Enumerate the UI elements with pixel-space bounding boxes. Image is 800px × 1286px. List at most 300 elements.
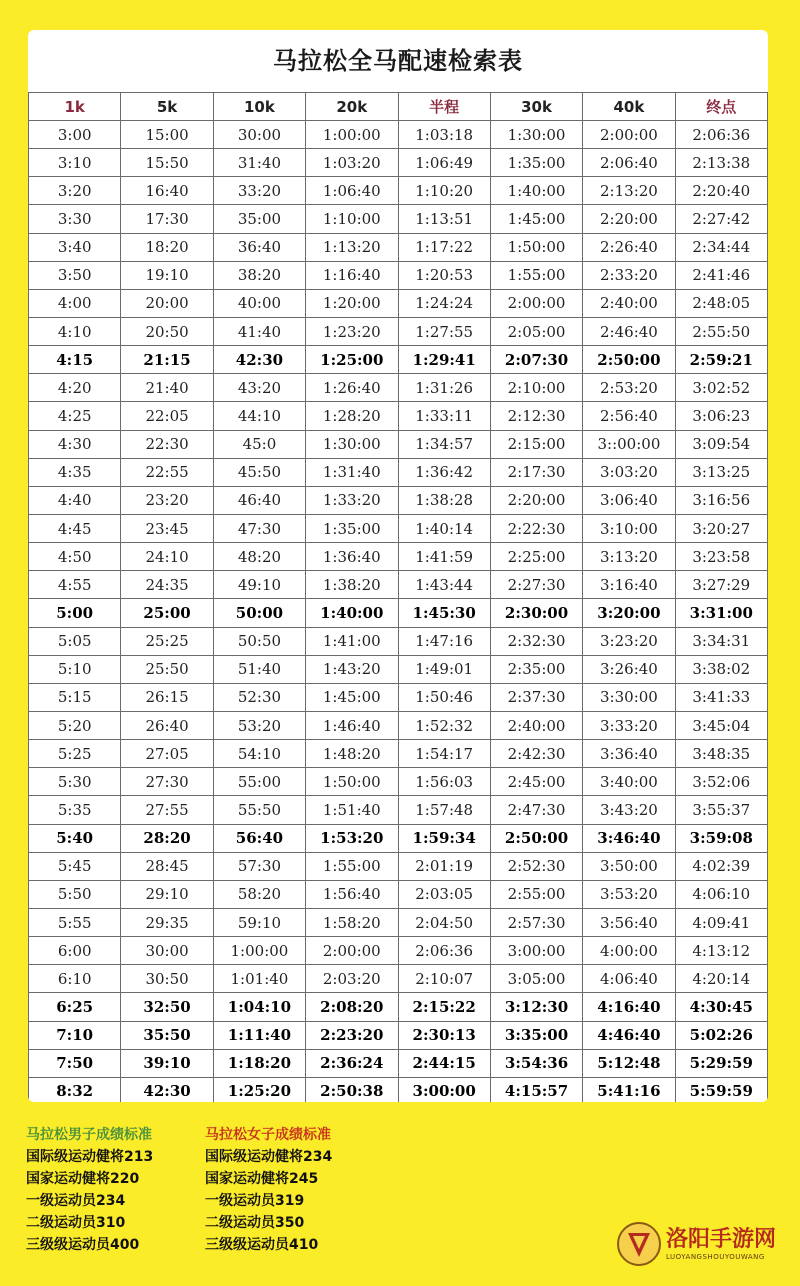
table-cell: 1:56:40 xyxy=(306,880,398,908)
table-cell: 5:35 xyxy=(29,796,121,824)
table-cell: 35:00 xyxy=(213,205,305,233)
table-cell: 3:16:40 xyxy=(583,571,675,599)
men-standards xyxy=(26,1124,153,1256)
column-header: 1k xyxy=(29,93,121,121)
table-cell: 4:00:00 xyxy=(583,937,675,965)
table-cell: 3:12:30 xyxy=(490,993,582,1021)
table-cell: 5:29:59 xyxy=(675,1049,767,1077)
table-cell: 3:38:02 xyxy=(675,655,767,683)
table-cell: 44:10 xyxy=(213,402,305,430)
table-cell: 5:02:26 xyxy=(675,1021,767,1049)
table-cell: 26:40 xyxy=(121,711,213,739)
table-cell: 3:13:25 xyxy=(675,458,767,486)
table-cell: 4:50 xyxy=(29,543,121,571)
table-cell: 4:55 xyxy=(29,571,121,599)
table-cell: 3:46:40 xyxy=(583,824,675,852)
table-cell: 2:12:30 xyxy=(490,402,582,430)
logo-text: 洛阳手游网 xyxy=(666,1227,777,1252)
table-cell: 1:40:00 xyxy=(306,599,398,627)
table-cell: 2:50:38 xyxy=(306,1077,398,1102)
table-cell: 5:50 xyxy=(29,880,121,908)
table-body xyxy=(29,121,768,1103)
table-cell: 2:55:00 xyxy=(490,880,582,908)
table-cell: 5:12:48 xyxy=(583,1049,675,1077)
table-row xyxy=(29,908,768,936)
table-row xyxy=(29,402,768,430)
table-cell: 1:46:40 xyxy=(306,711,398,739)
table-cell: 2:23:20 xyxy=(306,1021,398,1049)
table-cell: 1:54:17 xyxy=(398,740,490,768)
table-cell: 3:06:40 xyxy=(583,486,675,514)
table-cell: 1:50:00 xyxy=(306,768,398,796)
table-cell: 2:20:00 xyxy=(583,205,675,233)
table-cell: 3:54:36 xyxy=(490,1049,582,1077)
table-row xyxy=(29,993,768,1021)
table-cell: 1:31:26 xyxy=(398,374,490,402)
table-cell: 31:40 xyxy=(213,149,305,177)
table-cell: 1:26:40 xyxy=(306,374,398,402)
table-cell: 21:15 xyxy=(121,346,213,374)
table-cell: 52:30 xyxy=(213,683,305,711)
table-cell: 1:36:40 xyxy=(306,543,398,571)
table-cell: 1:23:20 xyxy=(306,317,398,345)
table-cell: 3:16:56 xyxy=(675,486,767,514)
table-cell: 2:27:30 xyxy=(490,571,582,599)
table-cell: 3:10 xyxy=(29,149,121,177)
table-cell: 5:41:16 xyxy=(583,1077,675,1102)
table-cell: 2:42:30 xyxy=(490,740,582,768)
table-row xyxy=(29,121,768,149)
table-cell: 22:30 xyxy=(121,430,213,458)
table-cell: 1:20:53 xyxy=(398,261,490,289)
table-cell: 2:57:30 xyxy=(490,908,582,936)
table-cell: 2:25:00 xyxy=(490,543,582,571)
table-row xyxy=(29,261,768,289)
table-row xyxy=(29,852,768,880)
table-cell: 2:04:50 xyxy=(398,908,490,936)
table-cell: 1:16:40 xyxy=(306,261,398,289)
table-cell: 1:10:00 xyxy=(306,205,398,233)
table-cell: 1:34:57 xyxy=(398,430,490,458)
table-row xyxy=(29,374,768,402)
table-cell: 30:00 xyxy=(121,937,213,965)
table-cell: 1:24:24 xyxy=(398,289,490,317)
table-cell: 1:33:11 xyxy=(398,402,490,430)
table-cell: 3:02:52 xyxy=(675,374,767,402)
table-cell: 1:59:34 xyxy=(398,824,490,852)
table-cell: 2:44:15 xyxy=(398,1049,490,1077)
table-cell: 2:53:20 xyxy=(583,374,675,402)
table-cell: 3:45:04 xyxy=(675,711,767,739)
table-cell: 1:55:00 xyxy=(306,852,398,880)
table-cell: 1:55:00 xyxy=(490,261,582,289)
table-cell: 1:58:20 xyxy=(306,908,398,936)
table-cell: 38:20 xyxy=(213,261,305,289)
table-row xyxy=(29,796,768,824)
table-cell: 3:33:20 xyxy=(583,711,675,739)
table-cell: 2:07:30 xyxy=(490,346,582,374)
table-cell: 1:40:00 xyxy=(490,177,582,205)
table-cell: 2:00:00 xyxy=(306,937,398,965)
table-cell: 2:37:30 xyxy=(490,683,582,711)
table-cell: 4:10 xyxy=(29,317,121,345)
table-cell: 2:06:36 xyxy=(675,121,767,149)
table-cell: 3:20 xyxy=(29,177,121,205)
table-cell: 2:30:00 xyxy=(490,599,582,627)
table-cell: 2:45:00 xyxy=(490,768,582,796)
table-cell: 50:50 xyxy=(213,627,305,655)
table-row xyxy=(29,430,768,458)
table-row xyxy=(29,205,768,233)
table-cell: 1:11:40 xyxy=(213,1021,305,1049)
table-cell: 4:00 xyxy=(29,289,121,317)
table-cell: 5:00 xyxy=(29,599,121,627)
table-cell: 2:20:40 xyxy=(675,177,767,205)
table-row xyxy=(29,599,768,627)
table-row xyxy=(29,346,768,374)
table-cell: 3:34:31 xyxy=(675,627,767,655)
table-row xyxy=(29,571,768,599)
table-cell: 39:10 xyxy=(121,1049,213,1077)
table-cell: 55:50 xyxy=(213,796,305,824)
table-cell: 1:43:44 xyxy=(398,571,490,599)
table-row xyxy=(29,1049,768,1077)
table-cell: 3:40 xyxy=(29,233,121,261)
table-cell: 32:50 xyxy=(121,993,213,1021)
page-title: 马拉松全马配速检索表 xyxy=(273,47,523,75)
table-cell: 3:00 xyxy=(29,121,121,149)
table-cell: 15:50 xyxy=(121,149,213,177)
table-cell: 40:00 xyxy=(213,289,305,317)
table-cell: 3:40:00 xyxy=(583,768,675,796)
table-cell: 5:25 xyxy=(29,740,121,768)
table-cell: 4:25 xyxy=(29,402,121,430)
table-cell: 1:50:46 xyxy=(398,683,490,711)
table-cell: 2:06:36 xyxy=(398,937,490,965)
table-cell: 57:30 xyxy=(213,852,305,880)
table-cell: 2:03:05 xyxy=(398,880,490,908)
table-cell: 1:48:20 xyxy=(306,740,398,768)
column-header: 半程 xyxy=(398,93,490,121)
table-cell: 16:40 xyxy=(121,177,213,205)
table-cell: 18:20 xyxy=(121,233,213,261)
table-cell: 4:20 xyxy=(29,374,121,402)
table-cell: 2:40:00 xyxy=(490,711,582,739)
table-cell: 51:40 xyxy=(213,655,305,683)
table-cell: 54:10 xyxy=(213,740,305,768)
table-cell: 1:00:00 xyxy=(213,937,305,965)
table-cell: 1:20:00 xyxy=(306,289,398,317)
table-row xyxy=(29,655,768,683)
table-cell: 25:25 xyxy=(121,627,213,655)
table-cell: 3::00:00 xyxy=(583,430,675,458)
table-cell: 2:41:46 xyxy=(675,261,767,289)
women-standards xyxy=(205,1124,332,1256)
table-cell: 29:35 xyxy=(121,908,213,936)
table-cell: 1:45:00 xyxy=(490,205,582,233)
table-cell: 1:25:00 xyxy=(306,346,398,374)
table-row xyxy=(29,1021,768,1049)
table-cell: 50:00 xyxy=(213,599,305,627)
table-cell: 2:32:30 xyxy=(490,627,582,655)
table-cell: 2:40:00 xyxy=(583,289,675,317)
table-cell: 28:45 xyxy=(121,852,213,880)
table-row xyxy=(29,824,768,852)
table-cell: 25:00 xyxy=(121,599,213,627)
table-cell: 3:20:27 xyxy=(675,514,767,542)
table-cell: 5:10 xyxy=(29,655,121,683)
table-cell: 3:56:40 xyxy=(583,908,675,936)
table-cell: 36:40 xyxy=(213,233,305,261)
table-cell: 2:26:40 xyxy=(583,233,675,261)
table-cell: 3:31:00 xyxy=(675,599,767,627)
table-cell: 22:05 xyxy=(121,402,213,430)
table-row xyxy=(29,149,768,177)
table-cell: 48:20 xyxy=(213,543,305,571)
table-cell: 27:05 xyxy=(121,740,213,768)
table-cell: 19:10 xyxy=(121,261,213,289)
table-cell: 3:30 xyxy=(29,205,121,233)
logo-emblem-icon xyxy=(616,1221,662,1267)
table-cell: 3:36:40 xyxy=(583,740,675,768)
table-cell: 4:13:12 xyxy=(675,937,767,965)
women-standard-item: 二级运动员350 xyxy=(205,1215,305,1231)
women-standards-heading: 马拉松女子成绩标准 xyxy=(205,1127,331,1143)
table-cell: 5:30 xyxy=(29,768,121,796)
table-cell: 28:20 xyxy=(121,824,213,852)
table-cell: 4:30:45 xyxy=(675,993,767,1021)
table-cell: 42:30 xyxy=(121,1077,213,1102)
table-cell: 1:13:20 xyxy=(306,233,398,261)
table-cell: 29:10 xyxy=(121,880,213,908)
table-cell: 45:0 xyxy=(213,430,305,458)
table-cell: 1:13:51 xyxy=(398,205,490,233)
table-row xyxy=(29,458,768,486)
table-cell: 2:15:22 xyxy=(398,993,490,1021)
table-cell: 2:20:00 xyxy=(490,486,582,514)
table-cell: 4:15 xyxy=(29,346,121,374)
column-header: 5k xyxy=(121,93,213,121)
table-cell: 1:57:48 xyxy=(398,796,490,824)
column-header: 10k xyxy=(213,93,305,121)
table-cell: 59:10 xyxy=(213,908,305,936)
table-cell: 4:30 xyxy=(29,430,121,458)
table-cell: 1:28:20 xyxy=(306,402,398,430)
table-cell: 3:03:20 xyxy=(583,458,675,486)
table-cell: 1:35:00 xyxy=(490,149,582,177)
table-cell: 6:25 xyxy=(29,993,121,1021)
table-row xyxy=(29,627,768,655)
table-row xyxy=(29,543,768,571)
table-cell: 1:06:40 xyxy=(306,177,398,205)
table-cell: 5:20 xyxy=(29,711,121,739)
table-row xyxy=(29,683,768,711)
table-cell: 3:23:20 xyxy=(583,627,675,655)
table-cell: 1:45:30 xyxy=(398,599,490,627)
table-cell: 2:36:24 xyxy=(306,1049,398,1077)
table-cell: 43:20 xyxy=(213,374,305,402)
table-cell: 1:25:20 xyxy=(213,1077,305,1102)
table-cell: 1:51:40 xyxy=(306,796,398,824)
table-cell: 3:00:00 xyxy=(398,1077,490,1102)
table-cell: 1:45:00 xyxy=(306,683,398,711)
table-cell: 42:30 xyxy=(213,346,305,374)
column-header: 20k xyxy=(306,93,398,121)
men-standard-item: 国家运动健将220 xyxy=(26,1171,140,1187)
table-cell: 30:00 xyxy=(213,121,305,149)
table-cell: 6:10 xyxy=(29,965,121,993)
table-cell: 21:40 xyxy=(121,374,213,402)
table-cell: 2:00:00 xyxy=(490,289,582,317)
logo-subtext: LUOYANGSHOUYOUWANG xyxy=(666,1253,765,1261)
table-cell: 2:35:00 xyxy=(490,655,582,683)
table-cell: 2:10:07 xyxy=(398,965,490,993)
women-standard-item: 国际级运动健将234 xyxy=(205,1149,333,1165)
table-cell: 1:00:00 xyxy=(306,121,398,149)
table-cell: 23:45 xyxy=(121,514,213,542)
table-cell: 3:05:00 xyxy=(490,965,582,993)
table-cell: 2:30:13 xyxy=(398,1021,490,1049)
table-cell: 1:38:28 xyxy=(398,486,490,514)
table-cell: 3:26:40 xyxy=(583,655,675,683)
men-standards-heading: 马拉松男子成绩标准 xyxy=(26,1127,152,1143)
table-cell: 1:03:20 xyxy=(306,149,398,177)
table-cell: 1:52:32 xyxy=(398,711,490,739)
table-row xyxy=(29,289,768,317)
table-cell: 3:13:20 xyxy=(583,543,675,571)
table-cell: 3:48:35 xyxy=(675,740,767,768)
table-cell: 2:13:20 xyxy=(583,177,675,205)
table-cell: 2:15:00 xyxy=(490,430,582,458)
table-cell: 56:40 xyxy=(213,824,305,852)
site-logo xyxy=(616,1218,786,1270)
table-cell: 3:27:29 xyxy=(675,571,767,599)
table-cell: 24:35 xyxy=(121,571,213,599)
women-standard-item: 一级运动员319 xyxy=(205,1193,305,1209)
table-row xyxy=(29,740,768,768)
table-cell: 1:10:20 xyxy=(398,177,490,205)
table-cell: 2:17:30 xyxy=(490,458,582,486)
table-cell: 2:08:20 xyxy=(306,993,398,1021)
table-cell: 7:10 xyxy=(29,1021,121,1049)
table-cell: 5:45 xyxy=(29,852,121,880)
table-cell: 46:40 xyxy=(213,486,305,514)
table-cell: 1:03:18 xyxy=(398,121,490,149)
table-cell: 2:33:20 xyxy=(583,261,675,289)
table-cell: 4:20:14 xyxy=(675,965,767,993)
table-cell: 1:31:40 xyxy=(306,458,398,486)
table-cell: 3:41:33 xyxy=(675,683,767,711)
table-cell: 2:10:00 xyxy=(490,374,582,402)
table-cell: 2:22:30 xyxy=(490,514,582,542)
table-row xyxy=(29,937,768,965)
table-cell: 2:03:20 xyxy=(306,965,398,993)
table-row xyxy=(29,880,768,908)
table-cell: 1:27:55 xyxy=(398,317,490,345)
table-cell: 41:40 xyxy=(213,317,305,345)
men-standard-item: 二级运动员310 xyxy=(26,1215,126,1231)
table-cell: 1:36:42 xyxy=(398,458,490,486)
table-cell: 2:13:38 xyxy=(675,149,767,177)
table-cell: 8:32 xyxy=(29,1077,121,1102)
table-cell: 3:53:20 xyxy=(583,880,675,908)
table-cell: 1:49:01 xyxy=(398,655,490,683)
table-cell: 3:10:00 xyxy=(583,514,675,542)
table-cell: 1:29:41 xyxy=(398,346,490,374)
table-cell: 55:00 xyxy=(213,768,305,796)
table-cell: 3:35:00 xyxy=(490,1021,582,1049)
table-cell: 20:50 xyxy=(121,317,213,345)
table-row xyxy=(29,1077,768,1102)
table-cell: 58:20 xyxy=(213,880,305,908)
table-row xyxy=(29,965,768,993)
table-cell: 3:09:54 xyxy=(675,430,767,458)
men-standard-item: 国际级运动健将213 xyxy=(26,1149,154,1165)
table-row xyxy=(29,317,768,345)
table-cell: 2:27:42 xyxy=(675,205,767,233)
table-cell: 25:50 xyxy=(121,655,213,683)
table-cell: 1:40:14 xyxy=(398,514,490,542)
table-cell: 3:43:20 xyxy=(583,796,675,824)
table-cell: 4:40 xyxy=(29,486,121,514)
table-cell: 26:15 xyxy=(121,683,213,711)
women-standard-item: 国家运动健将245 xyxy=(205,1171,319,1187)
table-cell: 1:56:03 xyxy=(398,768,490,796)
table-header-row xyxy=(29,93,768,121)
women-standard-item: 三级级运动员410 xyxy=(205,1237,319,1253)
table-cell: 2:50:00 xyxy=(490,824,582,852)
table-cell: 2:52:30 xyxy=(490,852,582,880)
table-cell: 1:41:00 xyxy=(306,627,398,655)
table-cell: 1:30:00 xyxy=(306,430,398,458)
table-cell: 3:06:23 xyxy=(675,402,767,430)
pace-table xyxy=(28,92,768,1102)
table-cell: 3:23:58 xyxy=(675,543,767,571)
table-cell: 1:18:20 xyxy=(213,1049,305,1077)
table-cell: 1:35:00 xyxy=(306,514,398,542)
table-cell: 3:52:06 xyxy=(675,768,767,796)
table-cell: 3:55:37 xyxy=(675,796,767,824)
table-cell: 2:59:21 xyxy=(675,346,767,374)
table-row xyxy=(29,514,768,542)
table-row xyxy=(29,486,768,514)
table-cell: 17:30 xyxy=(121,205,213,233)
table-cell: 20:00 xyxy=(121,289,213,317)
table-cell: 3:30:00 xyxy=(583,683,675,711)
table-cell: 4:09:41 xyxy=(675,908,767,936)
table-cell: 1:01:40 xyxy=(213,965,305,993)
table-row xyxy=(29,711,768,739)
table-cell: 2:01:19 xyxy=(398,852,490,880)
table-cell: 1:30:00 xyxy=(490,121,582,149)
table-cell: 4:06:40 xyxy=(583,965,675,993)
table-cell: 2:46:40 xyxy=(583,317,675,345)
table-cell: 2:47:30 xyxy=(490,796,582,824)
table-cell: 3:00:00 xyxy=(490,937,582,965)
table-cell: 7:50 xyxy=(29,1049,121,1077)
column-header: 40k xyxy=(583,93,675,121)
table-cell: 2:00:00 xyxy=(583,121,675,149)
table-cell: 3:20:00 xyxy=(583,599,675,627)
table-cell: 4:15:57 xyxy=(490,1077,582,1102)
table-cell: 1:41:59 xyxy=(398,543,490,571)
table-cell: 5:15 xyxy=(29,683,121,711)
table-cell: 45:50 xyxy=(213,458,305,486)
table-cell: 2:56:40 xyxy=(583,402,675,430)
table-cell: 5:59:59 xyxy=(675,1077,767,1102)
table-cell: 35:50 xyxy=(121,1021,213,1049)
table-cell: 2:06:40 xyxy=(583,149,675,177)
